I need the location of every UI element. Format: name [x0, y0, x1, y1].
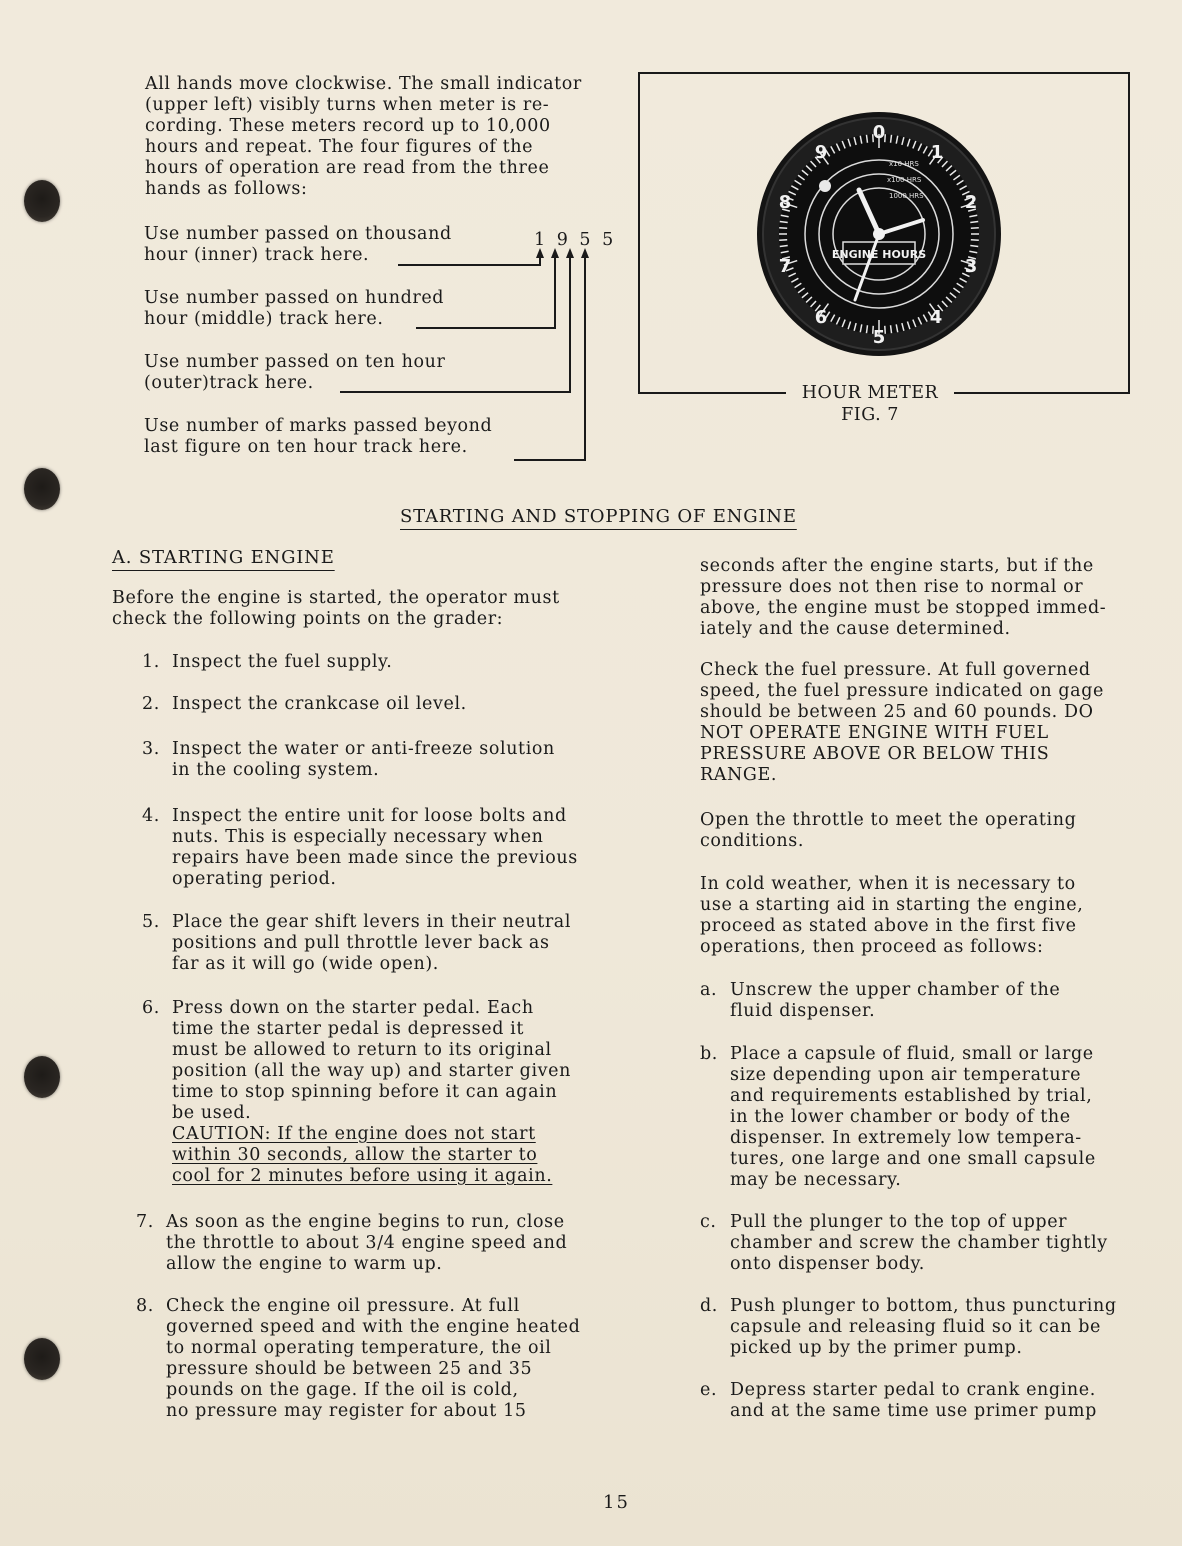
step-number: 6.: [142, 998, 160, 1018]
dial-number: 9: [814, 142, 828, 163]
sub-step-line: and at the same time use primer pump: [730, 1401, 1097, 1421]
leader-line: [514, 459, 586, 461]
step-line: time to stop spinning before it can again: [172, 1082, 558, 1102]
right-line: operations, then proceed as follows:: [700, 937, 1044, 957]
step-3: [142, 739, 612, 781]
right-line: iately and the cause determined.: [700, 619, 1011, 639]
left-intro-line: check the following points on the grader:: [112, 609, 504, 629]
sub-step-e: [700, 1380, 1140, 1422]
caution-note: [172, 1124, 612, 1187]
step-line: positions and pull throttle lever back as: [172, 933, 550, 953]
leader-line: [554, 256, 556, 329]
step-line: Check the engine oil pressure. At full: [166, 1296, 520, 1316]
step-number: 1.: [142, 652, 160, 672]
right-paragraph-2: [700, 660, 1140, 786]
step-line: Inspect the fuel supply.: [172, 652, 393, 672]
sub-step-a: [700, 980, 1140, 1022]
figure-caption-number: FIG. 7: [841, 405, 899, 425]
step-line: position (all the way up) and starter given: [172, 1061, 571, 1081]
sub-step-line: Depress starter pedal to crank engine.: [730, 1380, 1096, 1400]
step-line: be used.: [172, 1103, 252, 1123]
figure-frame-bottom: [954, 392, 1128, 394]
step-number: 3.: [142, 739, 160, 759]
right-line: conditions.: [700, 831, 804, 851]
right-line: seconds after the engine starts, but if the: [700, 556, 1094, 576]
dial-track-label: 1000 HRS: [889, 192, 924, 200]
right-line: RANGE.: [700, 765, 778, 785]
reading-number: 1 9 5 5: [534, 230, 617, 250]
reading-1-line1: Use number passed on thousand: [144, 224, 452, 244]
sub-step-letter: a.: [700, 980, 718, 1000]
dial-tick: [866, 325, 867, 333]
leader-line: [398, 264, 540, 266]
sub-step-letter: c.: [700, 1212, 717, 1232]
binder-hole: [24, 180, 60, 222]
step-number: 8.: [136, 1296, 154, 1316]
dial-tick: [779, 240, 787, 241]
dial-number: 1: [930, 142, 944, 163]
right-line: use a starting aid in starting the engine,: [700, 895, 1084, 915]
dial-number: 6: [814, 307, 828, 328]
reading-3-line1: Use number passed on ten hour: [144, 352, 446, 372]
arrow-up-icon: [536, 248, 544, 258]
subsection-title: A. STARTING ENGINE: [112, 547, 335, 568]
step-number: 7.: [136, 1212, 154, 1232]
reading-2-line1: Use number passed on hundred: [144, 288, 445, 308]
dial-number: 0: [872, 122, 886, 143]
step-8: [136, 1296, 612, 1422]
step-line: governed speed and with the engine heated: [166, 1317, 581, 1337]
page-number: 15: [603, 1492, 630, 1513]
sub-step-line: size depending upon air temperature: [730, 1065, 1082, 1085]
step-6: [142, 998, 612, 1187]
figure-frame-bottom: [638, 392, 786, 394]
dial-tick: [971, 228, 979, 229]
sub-step-line: fluid dispenser.: [730, 1001, 876, 1021]
step-line: pounds on the gage. If the oil is cold,: [166, 1380, 519, 1400]
right-line: NOT OPERATE ENGINE WITH FUEL: [700, 723, 1049, 743]
step-1: [142, 652, 612, 673]
leader-line: [340, 391, 571, 393]
intro-line: hours of operation are read from the three: [145, 158, 550, 178]
right-line: PRESSURE ABOVE OR BELOW THIS: [700, 744, 1050, 764]
step-line: As soon as the engine begins to run, close: [166, 1212, 565, 1232]
step-line: nuts. This is especially necessary when: [172, 827, 544, 847]
step-line: repairs have been made since the previous: [172, 848, 578, 868]
dial-number: 2: [964, 192, 978, 213]
dial-tick: [891, 325, 892, 333]
intro-line: (upper left) visibly turns when meter is re-: [145, 95, 550, 115]
right-line: proceed as stated above in the first five: [700, 916, 1077, 936]
dial-number: 8: [778, 192, 792, 213]
step-4: [142, 806, 612, 890]
sub-step-line: onto dispenser body.: [730, 1254, 925, 1274]
step-number: 4.: [142, 806, 160, 826]
dial-number: 5: [872, 327, 886, 348]
sub-step-letter: d.: [700, 1296, 718, 1316]
right-line: pressure does not then rise to normal or: [700, 577, 1084, 597]
step-2: [142, 694, 612, 715]
sub-step-letter: b.: [700, 1044, 718, 1064]
step-line: Place the gear shift levers in their neutral: [172, 912, 572, 932]
step-line: the throttle to about 3/4 engine speed and: [166, 1233, 568, 1253]
reading-4-line1: Use number of marks passed beyond: [144, 416, 493, 436]
leader-line: [584, 256, 586, 461]
left-intro: [112, 588, 612, 630]
sub-step-line: chamber and screw the chamber tightly: [730, 1233, 1108, 1253]
leader-line: [416, 327, 556, 329]
sub-step-d: [700, 1296, 1140, 1359]
dial-tick: [891, 135, 892, 143]
arrow-up-icon: [566, 248, 574, 258]
intro-line: All hands move clockwise. The small indicator: [145, 74, 582, 94]
reading-1-line2: hour (inner) track here.: [144, 245, 370, 265]
sub-step-line: picked up by the primer pump.: [730, 1338, 1023, 1358]
step-line: time the starter pedal is depressed it: [172, 1019, 524, 1039]
caution-line: within 30 seconds, allow the starter to: [172, 1145, 538, 1165]
step-line: Inspect the crankcase oil level.: [172, 694, 467, 714]
step-number: 5.: [142, 912, 160, 932]
arrow-up-icon: [581, 248, 589, 258]
dial-track-label: x10 HRS: [889, 160, 919, 168]
dial-tick: [971, 240, 979, 241]
sub-step-letter: e.: [700, 1380, 718, 1400]
right-line: Check the fuel pressure. At full governed: [700, 660, 1091, 680]
figure-caption-title: HOUR METER: [801, 383, 939, 403]
sub-step-line: Unscrew the upper chamber of the: [730, 980, 1061, 1000]
step-number: 2.: [142, 694, 160, 714]
right-line: Open the throttle to meet the operating: [700, 810, 1077, 830]
reading-4-line2: last figure on ten hour track here.: [144, 437, 468, 457]
dial-label: ENGINE HOURS: [831, 248, 927, 261]
sub-step-line: in the lower chamber or body of the: [730, 1107, 1071, 1127]
step-line: far as it will go (wide open).: [172, 954, 439, 974]
right-line: above, the engine must be stopped immed-: [700, 598, 1107, 618]
sub-step-line: may be necessary.: [730, 1170, 902, 1190]
dial-tick: [779, 228, 787, 229]
step-line: Press down on the starter pedal. Each: [172, 998, 534, 1018]
left-intro-line: Before the engine is started, the operator must: [112, 588, 560, 608]
dial-number: 3: [964, 256, 978, 277]
step-5: [142, 912, 612, 975]
caution-line: cool for 2 minutes before using it again.: [172, 1166, 553, 1186]
intro-line: hands as follows:: [145, 179, 308, 199]
sub-step-line: capsule and releasing fluid so it can be: [730, 1317, 1102, 1337]
leader-line: [569, 256, 571, 393]
dial-track-label: x100 HRS: [887, 176, 922, 184]
arrow-up-icon: [551, 248, 559, 258]
reading-2-line2: hour (middle) track here.: [144, 309, 384, 329]
sub-step-line: tures, one large and one small capsule: [730, 1149, 1096, 1169]
sub-step-line: and requirements established by trial,: [730, 1086, 1093, 1106]
right-paragraph-1: [700, 556, 1140, 640]
binder-hole: [24, 468, 60, 510]
step-line: in the cooling system.: [172, 760, 380, 780]
section-title: STARTING AND STOPPING OF ENGINE: [400, 506, 797, 527]
hour-meter-image: [755, 110, 1003, 360]
sub-step-c: [700, 1212, 1140, 1275]
right-line: In cold weather, when it is necessary to: [700, 874, 1076, 894]
step-line: allow the engine to warm up.: [166, 1254, 443, 1274]
sub-step-line: dispenser. In extremely low tempera-: [730, 1128, 1082, 1148]
step-7: [136, 1212, 612, 1275]
dial-tick: [970, 246, 978, 247]
step-line: pressure should be between 25 and 35: [166, 1359, 533, 1379]
intro-line: cording. These meters record up to 10,000: [145, 116, 551, 136]
dial-tick: [866, 135, 867, 143]
step-line: to normal operating temperature, the oil: [166, 1338, 552, 1358]
right-paragraph-4: [700, 874, 1140, 958]
sub-step-b: [700, 1044, 1140, 1191]
right-line: speed, the fuel pressure indicated on gage: [700, 681, 1104, 701]
caution-line: CAUTION: If the engine does not start: [172, 1124, 536, 1144]
sub-step-line: Place a capsule of fluid, small or large: [730, 1044, 1094, 1064]
dial-number: 7: [778, 256, 792, 277]
sub-step-line: Push plunger to bottom, thus puncturing: [730, 1296, 1117, 1316]
step-line: must be allowed to return to its original: [172, 1040, 552, 1060]
intro-line: hours and repeat. The four figures of the: [145, 137, 534, 157]
dial-number: 4: [929, 307, 943, 328]
step-line: Inspect the entire unit for loose bolts and: [172, 806, 567, 826]
dial-tick: [780, 221, 788, 222]
binder-hole: [24, 1056, 60, 1098]
sub-step-line: Pull the plunger to the top of upper: [730, 1212, 1068, 1232]
right-line: should be between 25 and 60 pounds. DO: [700, 702, 1094, 722]
step-line: Inspect the water or anti-freeze solution: [172, 739, 555, 759]
dial-tick: [780, 246, 788, 247]
step-line: no pressure may register for about 15: [166, 1401, 527, 1421]
dial-tick: [970, 221, 978, 222]
right-paragraph-3: [700, 810, 1140, 852]
step-line: operating period.: [172, 869, 337, 889]
reading-3-line2: (outer)track here.: [144, 373, 314, 393]
intro-paragraph: [145, 74, 615, 200]
binder-hole: [24, 1338, 60, 1380]
